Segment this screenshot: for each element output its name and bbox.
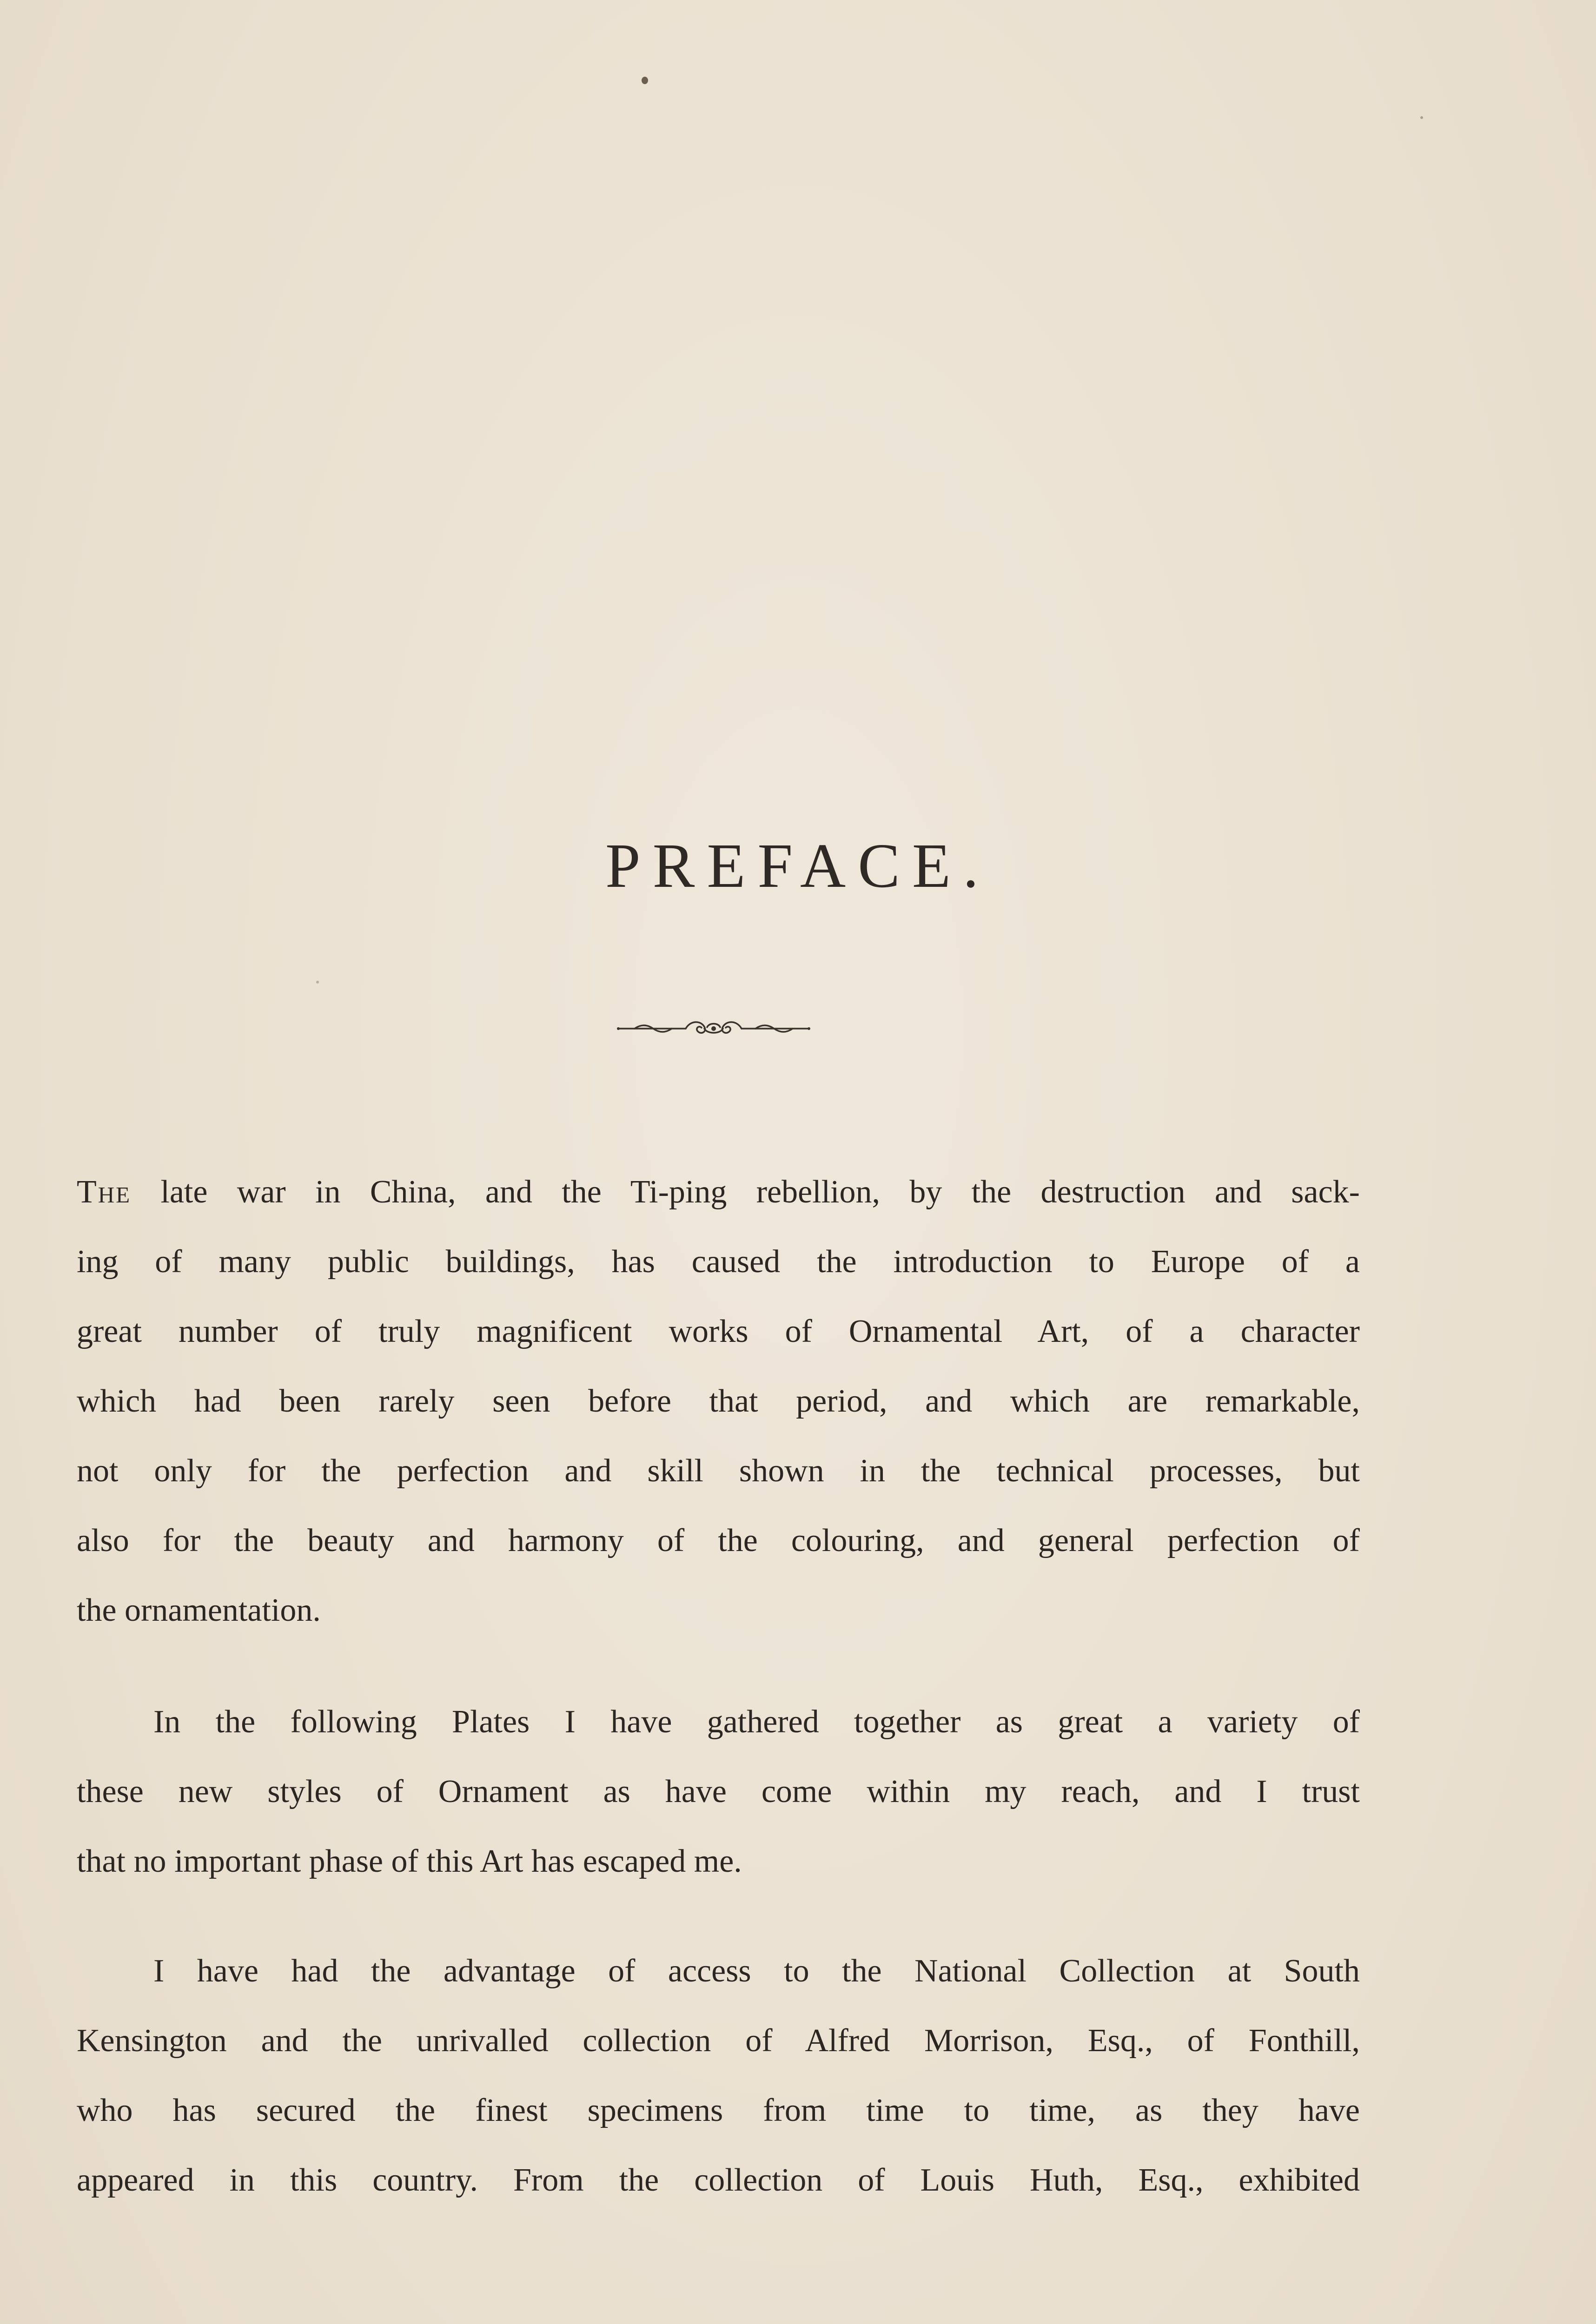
paragraph-2 [77, 1687, 1360, 1896]
scroll-flourish-ornament [616, 1017, 811, 1040]
text-line: also for the beauty and harmony of the colouring, and general perfection of [77, 1523, 1360, 1558]
text-line: Kensington and the unrivalled collection of Alfred Morrison, Esq., of Fonthill, [77, 2023, 1360, 2059]
text-line: which had been rarely seen before that period, and which are remarkable, [77, 1383, 1360, 1419]
text-line: these new styles of Ornament as have come within my reach, and I trust [77, 1774, 1360, 1809]
paper-speck [316, 981, 319, 984]
line-text: late war in China, and the Ti-ping rebellion, by the destruction and sack- [131, 1174, 1360, 1210]
page-title: PREFACE. [605, 831, 991, 901]
paper-speck [642, 77, 648, 84]
text-line: great number of truly magnificent works of Ornamental Art, of a character [77, 1314, 1360, 1349]
paper-speck [1420, 116, 1423, 119]
text-line: In the following Plates I have gathered together as great a variety of [153, 1704, 1360, 1740]
text-line: that no important phase of this Art has escaped me. [77, 1843, 742, 1879]
text-line: I have had the advantage of access to the National Collection at South [153, 1953, 1360, 1989]
text-line [77, 1157, 1360, 1227]
paragraph-1 [77, 1157, 1360, 1645]
text-line: the ornamentation. [77, 1592, 321, 1628]
paragraph-3 [77, 1936, 1360, 2215]
text-line: who has secured the finest specimens from time to time, as they have [77, 2093, 1360, 2128]
text-line: not only for the perfection and skill shown in the technical processes, but [77, 1453, 1360, 1489]
lead-word: The [77, 1174, 132, 1210]
text-line: ing of many public buildings, has caused the introduction to Europe of a [77, 1244, 1360, 1280]
text-line: appeared in this country. From the collection of Louis Huth, Esq., exhibited [77, 2162, 1360, 2198]
